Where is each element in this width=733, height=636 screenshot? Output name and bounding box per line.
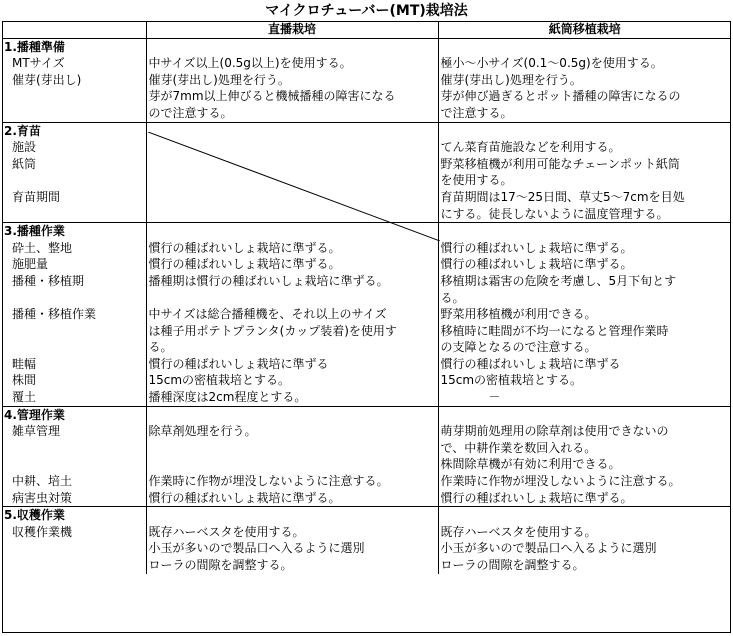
- direct-cell: [146, 223, 438, 240]
- pot-cell: 芽が伸び過ぎるとポット播種の障害になるの: [438, 88, 731, 105]
- direct-cell: は種子用ポテトプランタ(カップ装着)を使用す: [146, 323, 438, 340]
- item-label: [2, 105, 146, 122]
- table-row: [2, 389, 731, 406]
- section-row: [2, 223, 731, 240]
- table-row: [2, 440, 731, 457]
- direct-cell: [146, 38, 438, 55]
- pot-cell: 慣行の種ばれいしょ栽培に準ずる: [438, 356, 731, 373]
- section-row: [2, 122, 731, 139]
- item-label: [2, 440, 146, 457]
- item-label: 覆土: [12, 390, 37, 405]
- item-label: 病害虫対策: [12, 490, 73, 505]
- direct-cell: 除草剤処理を行う。: [146, 423, 438, 440]
- item-label: 畦幅: [12, 356, 37, 371]
- table-row: [2, 290, 731, 307]
- table-row: [2, 206, 731, 223]
- direct-cell: [146, 440, 438, 457]
- pot-cell: －: [438, 389, 731, 406]
- item-label: [2, 557, 146, 574]
- table-row: [2, 256, 731, 273]
- table-row: [2, 339, 731, 356]
- table-row: [2, 240, 731, 257]
- table-row: [2, 72, 731, 89]
- table-row: [2, 540, 731, 557]
- pot-cell: ローラの間隙を調整する。: [438, 557, 731, 574]
- table-row: [2, 139, 731, 156]
- pot-cell: 株間除草機が有効に利用できる。: [438, 456, 731, 473]
- direct-cell: [146, 172, 438, 189]
- direct-cell: 慣行の種ばれいしょ栽培に準ずる: [146, 356, 438, 373]
- pot-cell: 小玉が多いので製品口へ入るように選別: [438, 540, 731, 557]
- pot-cell: 催芽(芽出し)処理を行う。: [438, 72, 731, 89]
- pot-cell: 移植時に畦間が不均一になると管理作業時: [438, 323, 731, 340]
- item-label: 砕土、整地: [12, 240, 73, 255]
- pot-cell: 野菜移植機が利用可能なチェーンポット紙筒: [438, 156, 731, 173]
- item-label: 株間: [12, 373, 37, 388]
- table-row: [2, 55, 731, 72]
- direct-cell: [146, 189, 438, 206]
- direct-cell: [146, 507, 438, 524]
- direct-cell: 小玉が多いので製品口へ入るように選別: [146, 540, 438, 557]
- item-label: [2, 88, 146, 105]
- item-label: 雑草管理: [12, 424, 61, 439]
- direct-cell: 催芽(芽出し)処理を行う。: [146, 72, 438, 89]
- section-row: [2, 406, 731, 423]
- pot-cell: [438, 223, 731, 240]
- pot-cell: で、中耕作業を数回入れる。: [438, 440, 731, 457]
- direct-cell: 芽が7mm以上伸びると機械播種の障害になる: [146, 88, 438, 105]
- header-row: [2, 21, 731, 38]
- pot-cell: 作業時に作物が埋没しないように注意する。: [438, 473, 731, 490]
- item-label: 播種・移植期: [12, 273, 85, 288]
- item-label: 育苗期間: [12, 189, 61, 204]
- pot-cell: 育苗期間は17～25日間、草丈5～7cmを目処: [438, 189, 731, 206]
- pot-cell: てん菜育苗施設などを利用する。: [438, 139, 731, 156]
- cultivation-table: [2, 21, 731, 574]
- table-row: [2, 524, 731, 541]
- direct-cell: 播種深度は2cm程度とする。: [146, 389, 438, 406]
- direct-cell: [146, 290, 438, 307]
- pot-cell: [438, 507, 731, 524]
- direct-cell: 慣行の種ばれいしょ栽培に準ずる。: [146, 256, 438, 273]
- table-row: [2, 273, 731, 290]
- item-label: 中耕、培土: [12, 474, 73, 489]
- table-row: [2, 189, 731, 206]
- direct-cell: 中サイズ以上(0.5g以上)を使用する。: [146, 55, 438, 72]
- pot-cell: [438, 406, 731, 423]
- table-row: [2, 490, 731, 507]
- page-title: マイクロチューバー(MT)栽培法: [265, 3, 468, 19]
- direct-cell: 慣行の種ばれいしょ栽培に準ずる。: [146, 490, 438, 507]
- item-label: MTサイズ: [12, 56, 65, 71]
- direct-cell: 中サイズは総合播種機を、それ以上のサイズ: [146, 306, 438, 323]
- direct-cell: ローラの間隙を調整する。: [146, 557, 438, 574]
- pot-cell: 既存ハーベスタを使用する。: [438, 524, 731, 541]
- section-label: 2.育苗: [2, 122, 146, 139]
- table-row: [2, 306, 731, 323]
- table-row: [2, 88, 731, 105]
- direct-cell: [146, 156, 438, 173]
- item-label: [2, 456, 146, 473]
- header-cell-direct-seeding: 直播栽培: [146, 21, 438, 38]
- table-row: [2, 156, 731, 173]
- item-label: 紙筒: [12, 156, 37, 171]
- pot-cell: の支障となるので注意する。: [438, 339, 731, 356]
- table-row: [2, 372, 731, 389]
- pot-cell: [438, 122, 731, 139]
- table-row: [2, 323, 731, 340]
- header-cell-item: [2, 21, 146, 38]
- table-row: [2, 423, 731, 440]
- pot-cell: る。: [438, 290, 731, 307]
- table-row: [2, 172, 731, 189]
- item-label: [2, 206, 146, 223]
- section-label: 4.管理作業: [2, 406, 146, 423]
- item-label: [2, 172, 146, 189]
- table-row: [2, 557, 731, 574]
- section-label: 1.播種準備: [4, 39, 65, 54]
- pot-cell: 慣行の種ばれいしょ栽培に準ずる。: [438, 256, 731, 273]
- item-label: [2, 290, 146, 307]
- item-label: 収穫作業機: [12, 524, 73, 539]
- pot-cell: で注意する。: [438, 105, 731, 122]
- direct-cell: [146, 206, 438, 223]
- table-row: [2, 456, 731, 473]
- direct-cell: 既存ハーベスタを使用する。: [146, 524, 438, 541]
- direct-cell: [146, 456, 438, 473]
- section-label: 5.収穫作業: [2, 507, 146, 524]
- table-row: [2, 356, 731, 373]
- item-label: 施設: [12, 140, 37, 155]
- table-row: [2, 473, 731, 490]
- table-row: [2, 105, 731, 122]
- direct-cell: る。: [146, 339, 438, 356]
- pot-cell: 移植期は霜害の危険を考慮し、5月下旬とす: [438, 273, 731, 290]
- item-label: [2, 339, 146, 356]
- section-row: [2, 507, 731, 524]
- pot-cell: 15cmの密植栽培とする。: [438, 372, 731, 389]
- pot-cell: を使用する。: [438, 172, 731, 189]
- direct-cell: 15cmの密植栽培とする。: [146, 372, 438, 389]
- item-label: 催芽(芽出し): [12, 72, 82, 87]
- direct-cell: [146, 139, 438, 156]
- pot-cell: 慣行の種ばれいしょ栽培に準ずる。: [438, 240, 731, 257]
- pot-cell: にする。徒長しないように温度管理する。: [438, 206, 731, 223]
- pot-cell: 萌芽期前処理用の除草剤は使用できないの: [438, 423, 731, 440]
- pot-cell: 野菜用移植機が利用できる。: [438, 306, 731, 323]
- item-label: [2, 323, 146, 340]
- direct-cell: 慣行の種ばれいしょ栽培に準ずる。: [146, 240, 438, 257]
- section-label: 3.播種作業: [2, 223, 146, 240]
- item-label: [2, 540, 146, 557]
- direct-cell: [146, 406, 438, 423]
- direct-cell: 作業時に作物が埋没しないように注意する。: [146, 473, 438, 490]
- direct-cell: ので注意する。: [146, 105, 438, 122]
- item-label: 播種・移植作業: [12, 307, 97, 322]
- item-label: 施肥量: [12, 257, 49, 272]
- pot-cell: 極小～小サイズ(0.1～0.5g)を使用する。: [438, 55, 731, 72]
- pot-cell: [438, 38, 731, 55]
- section-row: [2, 38, 731, 55]
- header-cell-paper-pot: 紙筒移植栽培: [438, 21, 731, 38]
- pot-cell: 慣行の種ばれいしょ栽培に準ずる。: [438, 490, 731, 507]
- direct-cell: [146, 122, 438, 139]
- direct-cell: 播種期は慣行の種ばれいしょ栽培に準ずる。: [146, 273, 438, 290]
